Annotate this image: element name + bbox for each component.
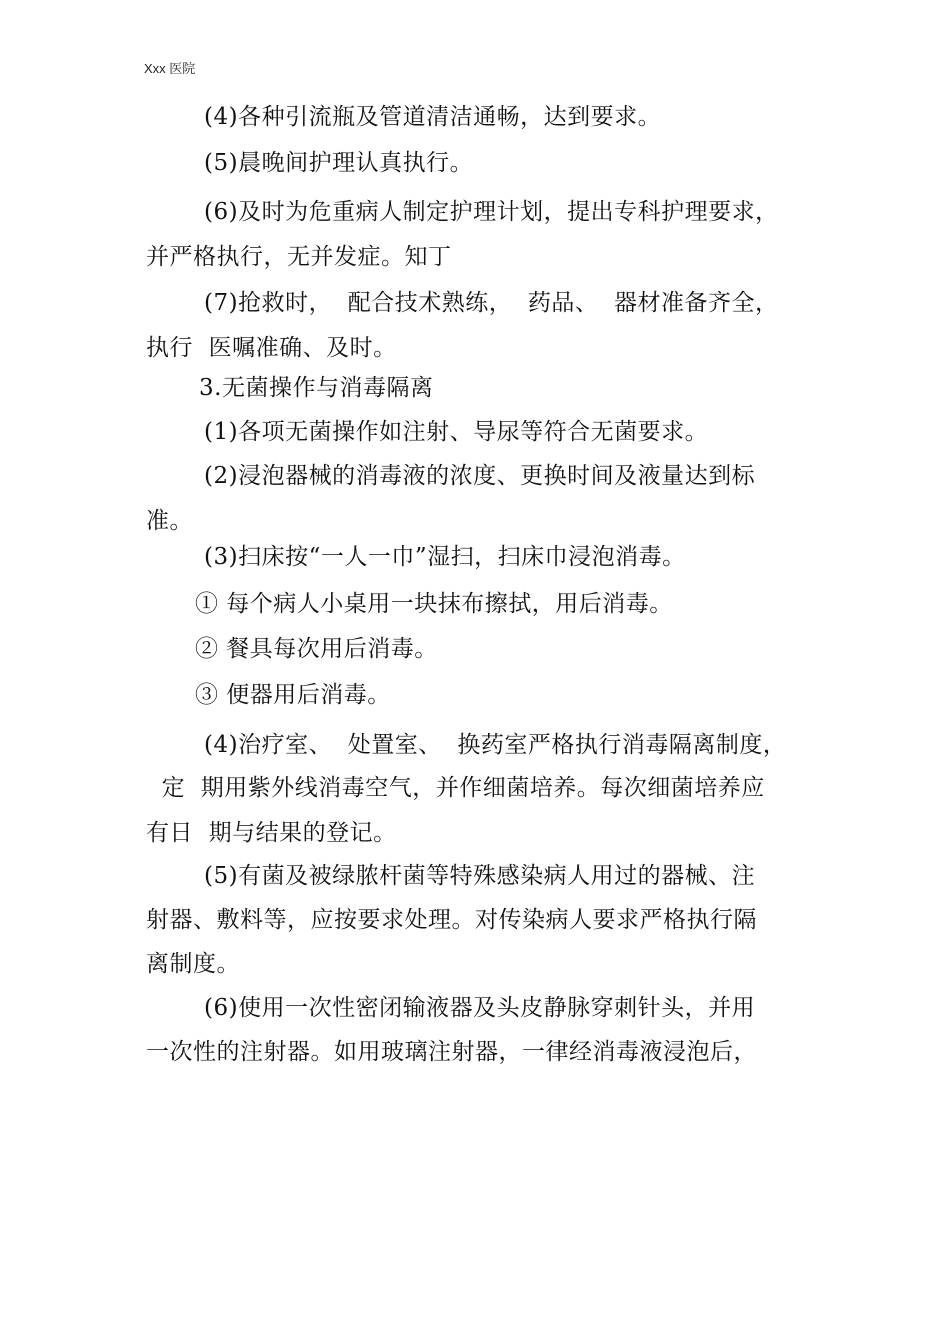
text-line: (5)有菌及被绿脓杆菌等特殊感染病人用过的器械、注 bbox=[204, 863, 756, 889]
text-line: 一次性的注射器。如用玻璃注射器，一律经消毒液浸泡后， bbox=[146, 1039, 757, 1065]
page-header: Xxx 医院 bbox=[144, 61, 196, 76]
text-line: ② 餐具每次用后消毒。 bbox=[195, 636, 438, 662]
text-line: (7)抢救时， 配合技术熟练， 药品、 器材准备齐全， bbox=[204, 290, 779, 316]
text-line: 执行 医嘱准确、及时。 bbox=[146, 335, 397, 361]
text-line: (1)各项无菌操作如注射、导尿等符合无菌要求。 bbox=[204, 419, 709, 445]
text-line: ③ 便器用后消毒。 bbox=[195, 682, 391, 708]
text-line: (6)及时为危重病人制定护理计划，提出专科护理要求， bbox=[204, 199, 779, 225]
text-line: 定 期用紫外线消毒空气，并作细菌培养。每次细菌培养应 bbox=[146, 775, 765, 801]
text-line: 有日 期与结果的登记。 bbox=[146, 820, 397, 846]
text-line: 射器、敷料等，应按要求处理。对传染病人要求严格执行隔 bbox=[146, 907, 757, 933]
text-line: 并严格执行，无并发症。知丁 bbox=[146, 244, 452, 270]
text-line: (4)各种引流瓶及管道清洁通畅，达到要求。 bbox=[204, 104, 662, 130]
text-line: 离制度。 bbox=[146, 951, 240, 977]
text-line: (5)晨晚间护理认真执行。 bbox=[204, 150, 474, 176]
text-line: 准。 bbox=[146, 508, 193, 534]
text-line: (6)使用一次性密闭输液器及头皮静脉穿刺针头，并用 bbox=[204, 995, 756, 1021]
text-line: (3)扫床按“一人一巾”湿扫，扫床巾浸泡消毒。 bbox=[204, 544, 686, 570]
section-heading: 3.无菌操作与消毒隔离 bbox=[199, 375, 434, 401]
text-line: (2)浸泡器械的消毒液的浓度、更换时间及液量达到标 bbox=[204, 463, 756, 489]
text-line: ① 每个病人小桌用一块抹布擦拭，用后消毒。 bbox=[195, 591, 673, 617]
text-line: (4)治疗室、 处置室、 换药室严格执行消毒隔离制度， bbox=[204, 732, 787, 758]
